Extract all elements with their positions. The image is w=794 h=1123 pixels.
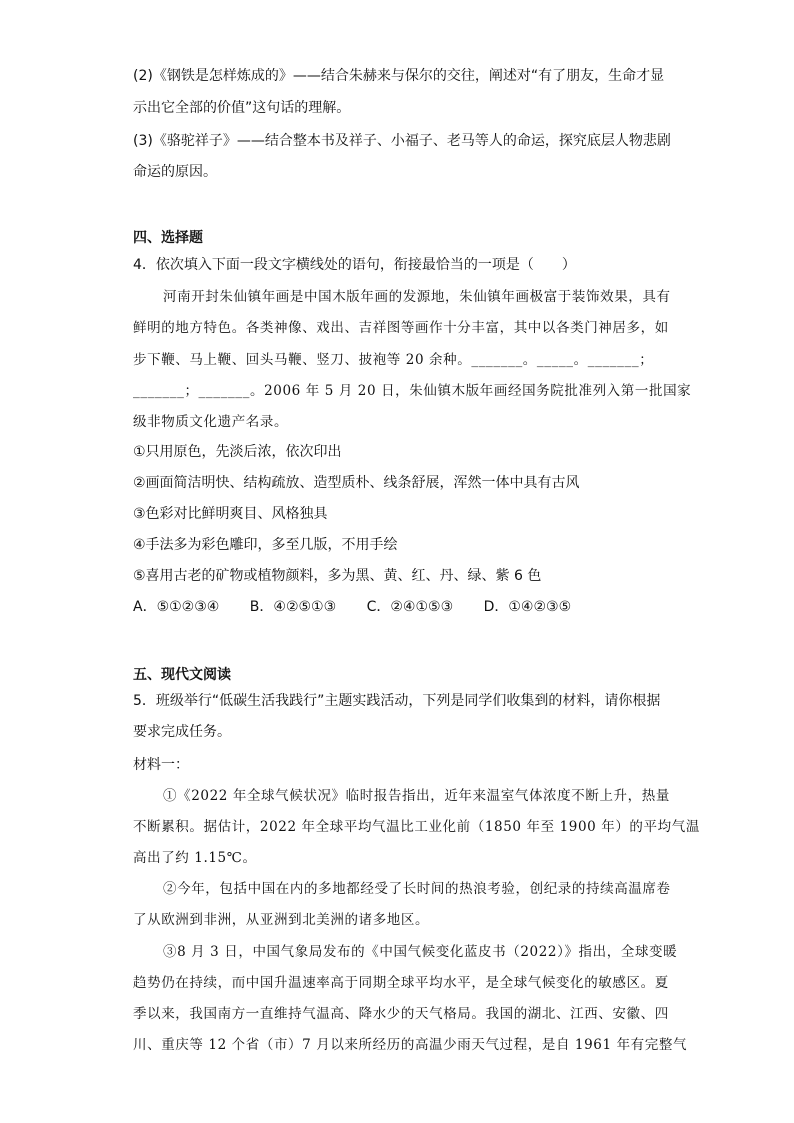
material-para1-line: ①《2022 年全球气候状况》临时报告指出，近年来温室气体浓度不断上升，热量 bbox=[163, 788, 670, 804]
q3-item2-line1: (2)《钢铁是怎样炼成的》——结合朱赫来与保尔的交往，阐述对“有了朋友，生命才显 bbox=[133, 68, 665, 84]
section5-heading: 五、现代文阅读 bbox=[133, 667, 231, 683]
q4-statement-1: ①只用原色，先淡后浓，依次印出 bbox=[133, 444, 342, 460]
q4-statement-5: ⑤喜用古老的矿物或植物颜料，多为黑、黄、红、丹、绿、紫 6 色 bbox=[133, 568, 542, 584]
q3-item2-line2: 示出它全部的价值”这句话的理解。 bbox=[133, 100, 351, 116]
material-para3-line: 趋势仍在持续，而中国升温速率高于同期全球平均水平，是全球气候变化的敏感区。夏 bbox=[133, 975, 669, 991]
q4-stem: 4．依次填入下面一段文字横线处的语句，衔接最恰当的一项是（ ） bbox=[133, 257, 576, 273]
q3-item3-line2: 命运的原因。 bbox=[133, 164, 217, 180]
q4-passage-line: 步下鞭、马上鞭、回头马鞭、竖刀、披袍等 20 余种。_______。_____。_______； bbox=[133, 352, 654, 368]
material-para2-line: 了从欧洲到非洲，从亚洲到北美洲的诸多地区。 bbox=[133, 912, 430, 928]
q4-passage-line: 河南开封朱仙镇年画是中国木版年画的发源地，朱仙镇年画极富于装饰效果，具有 bbox=[163, 289, 671, 305]
option-b[interactable]: B．④②⑤①③ bbox=[249, 599, 337, 615]
option-c[interactable]: C．②④①⑤③ bbox=[366, 599, 454, 615]
q4-passage-line: _______；_______。2006 年 5 月 20 日，朱仙镇木版年画经国务院批准列入第一批国家 bbox=[133, 383, 692, 399]
section4-heading: 四、选择题 bbox=[133, 230, 203, 246]
material-para2-line: ②今年，包括中国在内的多地都经受了长时间的热浪考验，创纪录的持续高温席卷 bbox=[163, 881, 671, 897]
material-para1-line: 不断累积。据估计，2022 年全球平均气温比工业化前（1850 年至 1900 年）的平均气温 bbox=[133, 819, 700, 835]
q5-stem-line2: 要求完成任务。 bbox=[133, 724, 231, 740]
q4-statement-2: ②画面简洁明快、结构疏放、造型质朴、线条舒展，浑然一体中具有古风 bbox=[133, 475, 580, 491]
q4-statement-4: ④手法多为彩色雕印，多至几版，不用手绘 bbox=[133, 537, 398, 553]
q5-stem-line1: 5．班级举行“低碳生活我践行”主题实践活动，下列是同学们收集到的材料，请你根据 bbox=[133, 693, 661, 709]
material-para3-line: ③8 月 3 日，中国气象局发布的《中国气候变化蓝皮书（2022）》指出，全球变暖 bbox=[163, 944, 678, 960]
material-para1-line: 高出了约 1.15℃。 bbox=[133, 850, 257, 866]
q4-passage-line: 级非物质文化遗产名录。 bbox=[133, 414, 289, 430]
q4-passage-line: 鲜明的地方特色。各类神像、戏出、吉祥图等画作十分丰富，其中以各类门神居多，如 bbox=[133, 320, 669, 336]
material-para3-line: 川、重庆等 12 个省（市）7 月以来所经历的高温少雨天气过程，是自 1961 年有完整气 bbox=[133, 1037, 688, 1053]
option-d[interactable]: D．①④②③⑤ bbox=[483, 599, 572, 615]
q3-item3-line1: (3)《骆驼祥子》——结合整本书及祥子、小福子、老马等人的命运，探究底层人物悲剧 bbox=[133, 133, 671, 149]
q4-options bbox=[133, 597, 597, 617]
option-a[interactable]: A．⑤①②③④ bbox=[133, 599, 220, 615]
material-para3-line: 季以来，我国南方一直维持气温高、降水少的天气格局。我国的湖北、江西、安徽、四 bbox=[133, 1006, 669, 1022]
material-label: 材料一： bbox=[133, 757, 189, 773]
q4-statement-3: ③色彩对比鲜明爽目、风格独具 bbox=[133, 506, 328, 522]
